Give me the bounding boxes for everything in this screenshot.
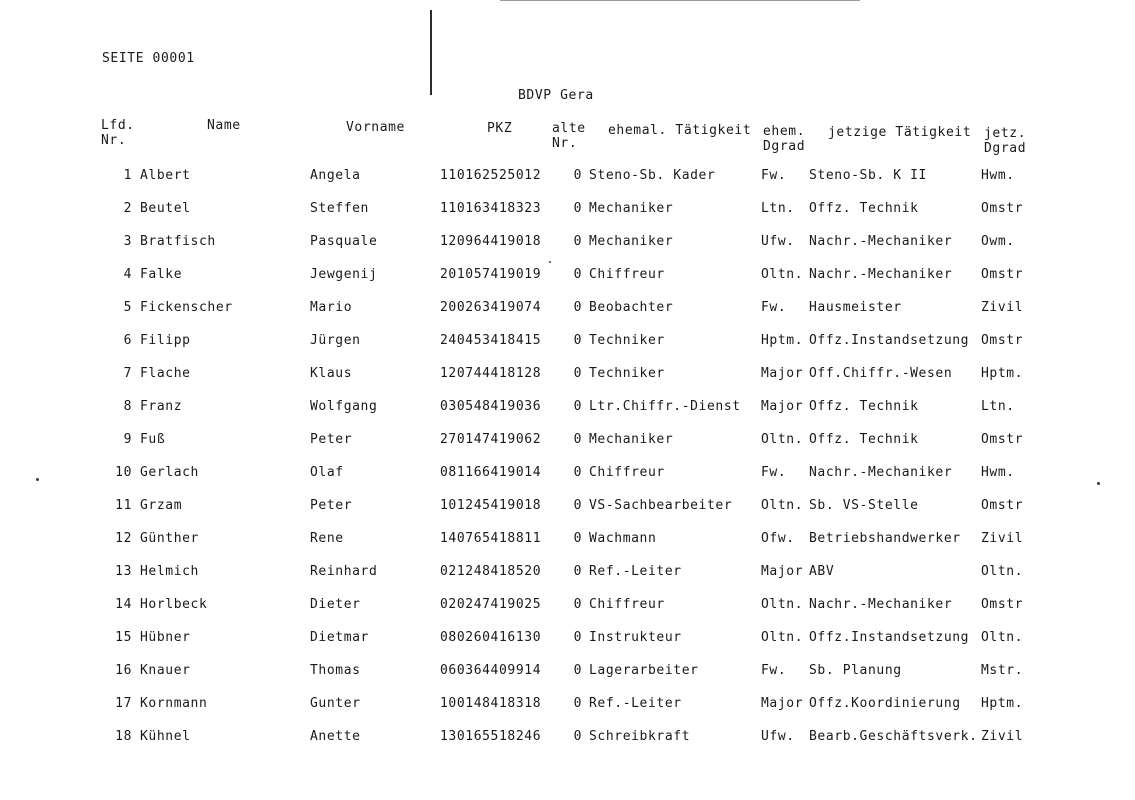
row-vorname: Olaf bbox=[310, 465, 344, 480]
row-jetzige-taetigkeit: Nachr.-Mechaniker bbox=[809, 234, 953, 249]
row-name: Filipp bbox=[140, 333, 191, 348]
row-vorname: Gunter bbox=[310, 696, 361, 711]
row-number: 9 bbox=[123, 432, 132, 447]
row-ehem-dgrad: Oltn. bbox=[761, 432, 804, 447]
row-vorname: Reinhard bbox=[310, 564, 378, 579]
row-ehem-taetigkeit: Mechaniker bbox=[589, 432, 674, 447]
row-pkz: 100148418318 bbox=[440, 696, 542, 711]
row-pkz: 060364409914 bbox=[440, 663, 542, 678]
row-alte-nr: 0 bbox=[573, 333, 582, 348]
row-ehem-dgrad: Major bbox=[761, 399, 804, 414]
row-number: 2 bbox=[123, 201, 132, 216]
row-ehem-taetigkeit: Ltr.Chiffr.-Dienst bbox=[589, 399, 741, 414]
row-number: 11 bbox=[115, 498, 132, 513]
row-name: Bratfisch bbox=[140, 234, 216, 249]
row-jetzige-taetigkeit: ABV bbox=[809, 564, 835, 579]
row-jetzige-taetigkeit: Nachr.-Mechaniker bbox=[809, 597, 953, 612]
row-pkz: 201057419019 bbox=[440, 267, 542, 282]
row-jetz-dgrad: Hwm. bbox=[981, 168, 1015, 183]
row-pkz: 080260416130 bbox=[440, 630, 542, 645]
row-vorname: Steffen bbox=[310, 201, 369, 216]
row-ehem-dgrad: Oltn. bbox=[761, 630, 804, 645]
row-vorname: Wolfgang bbox=[310, 399, 378, 414]
row-number: 14 bbox=[115, 597, 132, 612]
table-row bbox=[0, 630, 1135, 650]
row-number: 18 bbox=[115, 729, 132, 744]
table-row bbox=[0, 531, 1135, 551]
header-vorname: Vorname bbox=[346, 120, 405, 135]
header-pkz: PKZ bbox=[487, 121, 513, 136]
row-ehem-taetigkeit: Techniker bbox=[589, 366, 665, 381]
row-alte-nr: 0 bbox=[573, 366, 582, 381]
row-name: Horlbeck bbox=[140, 597, 208, 612]
row-ehem-taetigkeit: Techniker bbox=[589, 333, 665, 348]
row-number: 4 bbox=[123, 267, 132, 282]
table-row bbox=[0, 366, 1135, 386]
row-jetzige-taetigkeit: Nachr.-Mechaniker bbox=[809, 267, 953, 282]
row-jetz-dgrad: Zivil bbox=[981, 300, 1024, 315]
row-jetzige-taetigkeit: Offz. Technik bbox=[809, 399, 919, 414]
row-name: Flache bbox=[140, 366, 191, 381]
row-vorname: Peter bbox=[310, 432, 353, 447]
table-row bbox=[0, 201, 1135, 221]
header-ehemal-taetigkeit: ehemal. Tätigkeit bbox=[608, 123, 752, 138]
row-jetzige-taetigkeit: Sb. VS-Stelle bbox=[809, 498, 919, 513]
row-jetz-dgrad: Omstr bbox=[981, 267, 1024, 282]
row-name: Fickenscher bbox=[140, 300, 233, 315]
row-pkz: 130165518246 bbox=[440, 729, 542, 744]
row-vorname: Jürgen bbox=[310, 333, 361, 348]
table-row bbox=[0, 564, 1135, 584]
row-number: 17 bbox=[115, 696, 132, 711]
table-row bbox=[0, 696, 1135, 716]
row-ehem-dgrad: Fw. bbox=[761, 300, 787, 315]
row-jetz-dgrad: Oltn. bbox=[981, 564, 1024, 579]
row-ehem-dgrad: Fw. bbox=[761, 168, 787, 183]
row-alte-nr: 0 bbox=[573, 267, 582, 282]
row-name: Hübner bbox=[140, 630, 191, 645]
row-ehem-taetigkeit: Lagerarbeiter bbox=[589, 663, 699, 678]
row-alte-nr: 0 bbox=[573, 399, 582, 414]
row-name: Falke bbox=[140, 267, 183, 282]
row-ehem-dgrad: Major bbox=[761, 696, 804, 711]
row-number: 12 bbox=[115, 531, 132, 546]
row-ehem-taetigkeit: Ref.-Leiter bbox=[589, 696, 682, 711]
row-number: 15 bbox=[115, 630, 132, 645]
row-alte-nr: 0 bbox=[573, 201, 582, 216]
row-vorname: Pasquale bbox=[310, 234, 378, 249]
row-pkz: 240453418415 bbox=[440, 333, 542, 348]
row-jetzige-taetigkeit: Nachr.-Mechaniker bbox=[809, 465, 953, 480]
row-jetz-dgrad: Zivil bbox=[981, 729, 1024, 744]
table-row bbox=[0, 234, 1135, 254]
row-jetz-dgrad: Omstr bbox=[981, 333, 1024, 348]
row-pkz: 110162525012 bbox=[440, 168, 542, 183]
row-pkz: 270147419062 bbox=[440, 432, 542, 447]
row-ehem-dgrad: Major bbox=[761, 564, 804, 579]
header-name: Name bbox=[207, 118, 241, 133]
row-vorname: Dieter bbox=[310, 597, 361, 612]
page-number: SEITE 00001 bbox=[102, 51, 195, 66]
row-ehem-taetigkeit: Mechaniker bbox=[589, 234, 674, 249]
row-jetzige-taetigkeit: Bearb.Geschäftsverk. bbox=[809, 729, 978, 744]
row-name: Günther bbox=[140, 531, 199, 546]
row-pkz: 021248418520 bbox=[440, 564, 542, 579]
row-name: Franz bbox=[140, 399, 183, 414]
row-ehem-taetigkeit: Ref.-Leiter bbox=[589, 564, 682, 579]
row-ehem-taetigkeit: VS-Sachbearbeiter bbox=[589, 498, 733, 513]
row-pkz: 120744418128 bbox=[440, 366, 542, 381]
row-ehem-taetigkeit: Chiffreur bbox=[589, 465, 665, 480]
table-row bbox=[0, 267, 1135, 287]
row-ehem-dgrad: Ufw. bbox=[761, 729, 795, 744]
row-alte-nr: 0 bbox=[573, 630, 582, 645]
table-row bbox=[0, 300, 1135, 320]
row-jetz-dgrad: Omstr bbox=[981, 498, 1024, 513]
row-jetz-dgrad: Omstr bbox=[981, 432, 1024, 447]
row-alte-nr: 0 bbox=[573, 564, 582, 579]
row-ehem-taetigkeit: Steno-Sb. Kader bbox=[589, 168, 716, 183]
scan-mark-vertical bbox=[430, 10, 432, 95]
row-pkz: 140765418811 bbox=[440, 531, 542, 546]
row-ehem-taetigkeit: Mechaniker bbox=[589, 201, 674, 216]
row-alte-nr: 0 bbox=[573, 168, 582, 183]
row-name: Gerlach bbox=[140, 465, 199, 480]
row-vorname: Klaus bbox=[310, 366, 353, 381]
table-row bbox=[0, 597, 1135, 617]
row-ehem-dgrad: Oltn. bbox=[761, 597, 804, 612]
row-ehem-dgrad: Major bbox=[761, 366, 804, 381]
header-ehem-dgrad: ehem. Dgrad bbox=[763, 124, 806, 154]
row-vorname: Rene bbox=[310, 531, 344, 546]
row-alte-nr: 0 bbox=[573, 729, 582, 744]
row-number: 5 bbox=[123, 300, 132, 315]
row-ehem-taetigkeit: Schreibkraft bbox=[589, 729, 691, 744]
table-row bbox=[0, 432, 1135, 452]
row-jetzige-taetigkeit: Offz.Koordinierung bbox=[809, 696, 961, 711]
row-jetz-dgrad: Hptm. bbox=[981, 696, 1024, 711]
row-name: Helmich bbox=[140, 564, 199, 579]
row-name: Grzam bbox=[140, 498, 183, 513]
row-ehem-dgrad: Ofw. bbox=[761, 531, 795, 546]
row-alte-nr: 0 bbox=[573, 300, 582, 315]
row-alte-nr: 0 bbox=[573, 465, 582, 480]
row-jetz-dgrad: Zivil bbox=[981, 531, 1024, 546]
row-alte-nr: 0 bbox=[573, 663, 582, 678]
row-ehem-dgrad: Oltn. bbox=[761, 498, 804, 513]
row-alte-nr: 0 bbox=[573, 597, 582, 612]
row-vorname: Jewgenij bbox=[310, 267, 378, 282]
table-row bbox=[0, 399, 1135, 419]
row-alte-nr: 0 bbox=[573, 696, 582, 711]
row-jetz-dgrad: Oltn. bbox=[981, 630, 1024, 645]
row-ehem-dgrad: Ufw. bbox=[761, 234, 795, 249]
row-ehem-dgrad: Ltn. bbox=[761, 201, 795, 216]
row-name: Kühnel bbox=[140, 729, 191, 744]
header-jetz-dgrad: jetz. Dgrad bbox=[984, 126, 1027, 156]
agency-title: BDVP Gera bbox=[518, 88, 594, 103]
row-jetzige-taetigkeit: Hausmeister bbox=[809, 300, 902, 315]
header-alte-nr: alte Nr. bbox=[552, 121, 586, 151]
row-alte-nr: 0 bbox=[573, 234, 582, 249]
header-lfd-nr: Lfd. Nr. bbox=[101, 118, 135, 148]
row-ehem-taetigkeit: Chiffreur bbox=[589, 267, 665, 282]
table-row bbox=[0, 498, 1135, 518]
row-alte-nr: 0 bbox=[573, 531, 582, 546]
row-ehem-taetigkeit: Beobachter bbox=[589, 300, 674, 315]
row-name: Fuß bbox=[140, 432, 166, 447]
table-row bbox=[0, 729, 1135, 749]
row-vorname: Dietmar bbox=[310, 630, 369, 645]
row-number: 7 bbox=[123, 366, 132, 381]
row-ehem-taetigkeit: Instrukteur bbox=[589, 630, 682, 645]
row-jetz-dgrad: Mstr. bbox=[981, 663, 1024, 678]
row-jetz-dgrad: Owm. bbox=[981, 234, 1015, 249]
row-name: Kornmann bbox=[140, 696, 208, 711]
row-number: 1 bbox=[123, 168, 132, 183]
row-alte-nr: 0 bbox=[573, 498, 582, 513]
row-vorname: Thomas bbox=[310, 663, 361, 678]
row-name: Knauer bbox=[140, 663, 191, 678]
scan-mark-top bbox=[500, 0, 860, 1]
row-jetzige-taetigkeit: Betriebshandwerker bbox=[809, 531, 961, 546]
row-ehem-dgrad: Fw. bbox=[761, 465, 787, 480]
row-jetzige-taetigkeit: Offz. Technik bbox=[809, 201, 919, 216]
row-vorname: Angela bbox=[310, 168, 361, 183]
row-number: 8 bbox=[123, 399, 132, 414]
row-ehem-dgrad: Fw. bbox=[761, 663, 787, 678]
row-number: 13 bbox=[115, 564, 132, 579]
scan-speck bbox=[549, 261, 551, 263]
row-jetz-dgrad: Hptm. bbox=[981, 366, 1024, 381]
row-jetzige-taetigkeit: Sb. Planung bbox=[809, 663, 902, 678]
row-pkz: 120964419018 bbox=[440, 234, 542, 249]
table-row bbox=[0, 168, 1135, 188]
row-ehem-taetigkeit: Wachmann bbox=[589, 531, 657, 546]
row-name: Beutel bbox=[140, 201, 191, 216]
row-jetzige-taetigkeit: Steno-Sb. K II bbox=[809, 168, 927, 183]
table-row bbox=[0, 465, 1135, 485]
row-ehem-dgrad: Hptm. bbox=[761, 333, 804, 348]
table-row bbox=[0, 663, 1135, 683]
row-vorname: Anette bbox=[310, 729, 361, 744]
row-pkz: 110163418323 bbox=[440, 201, 542, 216]
row-pkz: 081166419014 bbox=[440, 465, 542, 480]
row-jetzige-taetigkeit: Offz. Technik bbox=[809, 432, 919, 447]
row-jetz-dgrad: Omstr bbox=[981, 201, 1024, 216]
row-jetz-dgrad: Omstr bbox=[981, 597, 1024, 612]
row-pkz: 020247419025 bbox=[440, 597, 542, 612]
row-vorname: Mario bbox=[310, 300, 353, 315]
header-jetzige-taetigkeit: jetzige Tätigkeit bbox=[828, 125, 972, 140]
row-jetzige-taetigkeit: Off.Chiffr.-Wesen bbox=[809, 366, 953, 381]
row-number: 10 bbox=[115, 465, 132, 480]
row-pkz: 030548419036 bbox=[440, 399, 542, 414]
table-row bbox=[0, 333, 1135, 353]
row-jetzige-taetigkeit: Offz.Instandsetzung bbox=[809, 333, 970, 348]
row-number: 16 bbox=[115, 663, 132, 678]
row-ehem-dgrad: Oltn. bbox=[761, 267, 804, 282]
row-pkz: 101245419018 bbox=[440, 498, 542, 513]
row-ehem-taetigkeit: Chiffreur bbox=[589, 597, 665, 612]
row-number: 3 bbox=[123, 234, 132, 249]
row-vorname: Peter bbox=[310, 498, 353, 513]
row-name: Albert bbox=[140, 168, 191, 183]
row-alte-nr: 0 bbox=[573, 432, 582, 447]
row-jetzige-taetigkeit: Offz.Instandsetzung bbox=[809, 630, 970, 645]
row-number: 6 bbox=[123, 333, 132, 348]
row-pkz: 200263419074 bbox=[440, 300, 542, 315]
row-jetz-dgrad: Hwm. bbox=[981, 465, 1015, 480]
row-jetz-dgrad: Ltn. bbox=[981, 399, 1015, 414]
